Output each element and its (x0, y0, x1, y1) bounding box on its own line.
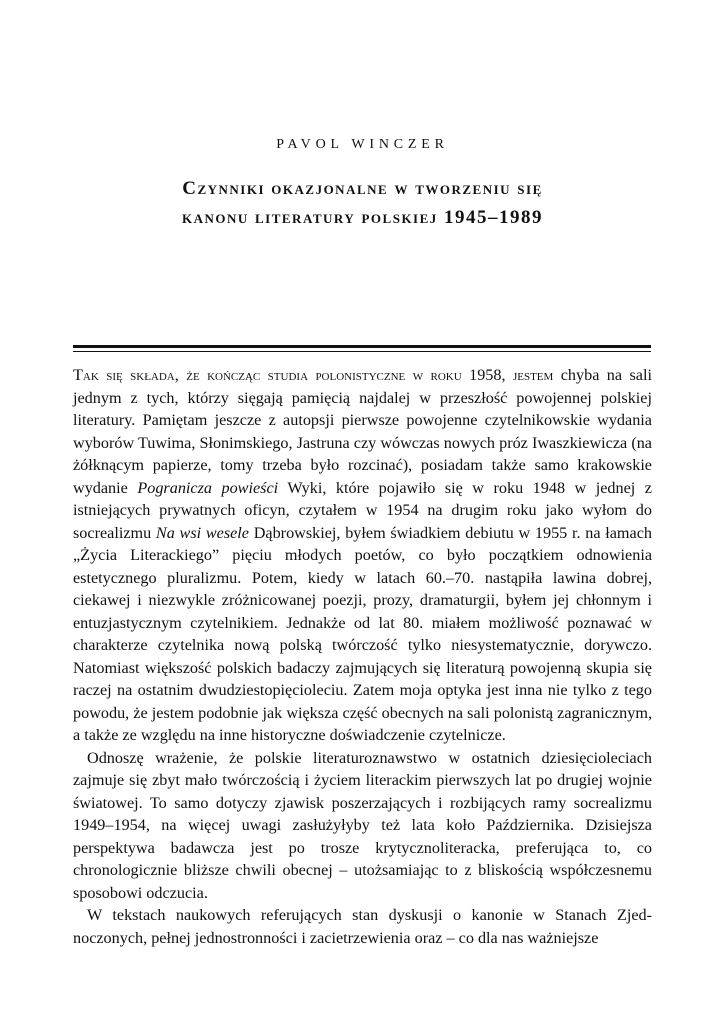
author-name: PAVOL WINCZER (276, 137, 449, 152)
paragraph-1-text-b: Wyki, które pojawiło się w roku 1948 w jednej z istniejących prywatnych oficyn, czytałem w 1954 na drugim roku jako wyłom do socrealizmu (73, 478, 652, 542)
italic-title-pogranicza: Pogranicza powieści (137, 478, 279, 497)
paragraph-1-text-c: Dąbrowskiej, byłem świadkiem debiutu w 1955 r. na łamach „Życia Literackiego” pięciu młodych poetów, co było początkiem odnowienia estetycznego pluralizmu. Potem, kiedy w latach 60.–70. nastąpiła lawina dobrej, ciekawej i niezwykle zróżnicowanej poezji, prozy, dramaturgii, byłem jej chłonnym i entuzjastycznym czytelnikiem. Jednakże od lat 80. miałem możliwość poznawać w charakterze czytelnika nową polską twórczość tylko niesystematycznie, dorywczo. Natomiast większość polskich badaczy zajmujących się literaturą powojenną skupia się raczej na ostatnim dwudziestopięcioleciu. Zatem moja optyka jest inna nie tylko z tego powodu, że jestem podobnie jak większa część obecnych na sali polonistą zagranicznym, a także ze względu na inne historyczne doświadczenie czytelnicze. (73, 523, 652, 744)
title-line-2: kanonu literatury polskiej 1945–1989 (181, 207, 544, 228)
body-text (73, 364, 652, 949)
paragraph-1-lead: Tak się składa, że kończąc studia polonistyczne w roku 1958, jestem (73, 366, 554, 384)
paragraph-1-text-a: chyba na sali jednym z tych, którzy sięgają pamięcią najdalej w przeszłość powojennej polskiej literatury. Pamiętam jeszcze z autopsji pierwsze powojenne czytelnikowskie wydania wyborów Tuwima, Słonimskiego, Jastruna czy wówczas nowych próz Iwaszkiewicza (na żółknącym papierze, tomy trzeba było rozcinać), posiadam także samo krakowskie wydanie (73, 366, 652, 497)
title-line-1: Czynniki okazjonalne w tworzeniu się (182, 178, 543, 199)
paragraph-1 (73, 364, 652, 747)
separator-rule-thin (73, 351, 651, 352)
paragraph-2: Odnoszę wrażenie, że polskie literaturoznawstwo w ostatnich dziesięcioleciach zajmuje się zbyt mało twórczością i życiem literackim pierwszych lat po drugiej wojnie światowej. To samo dotyczy zjawisk poszerzających i rozbijących ramy socrealizmu 1949–1954, na więcej uwagi zasłużyłyby też lata koło Października. Dzisiejsza perspektywa badawcza jest po trosze krytycznoliteracka, preferująca to, co chronologicznie bliższe chwili obecnej – utożsamiając to z bliskością współczesnemu sposobowi odczucia. (73, 748, 652, 902)
article-title (60, 174, 665, 232)
separator-rule-thick (73, 345, 651, 348)
italic-title-na-wsi-wesele: Na wsi wesele (155, 523, 249, 542)
paragraph-3: W tekstach naukowych referujących stan dyskusji o kanonie w Stanach Zjednoczonych, pełnej jednostronności i zacietrzewienia oraz – co dla nas ważniejsze (73, 906, 652, 947)
